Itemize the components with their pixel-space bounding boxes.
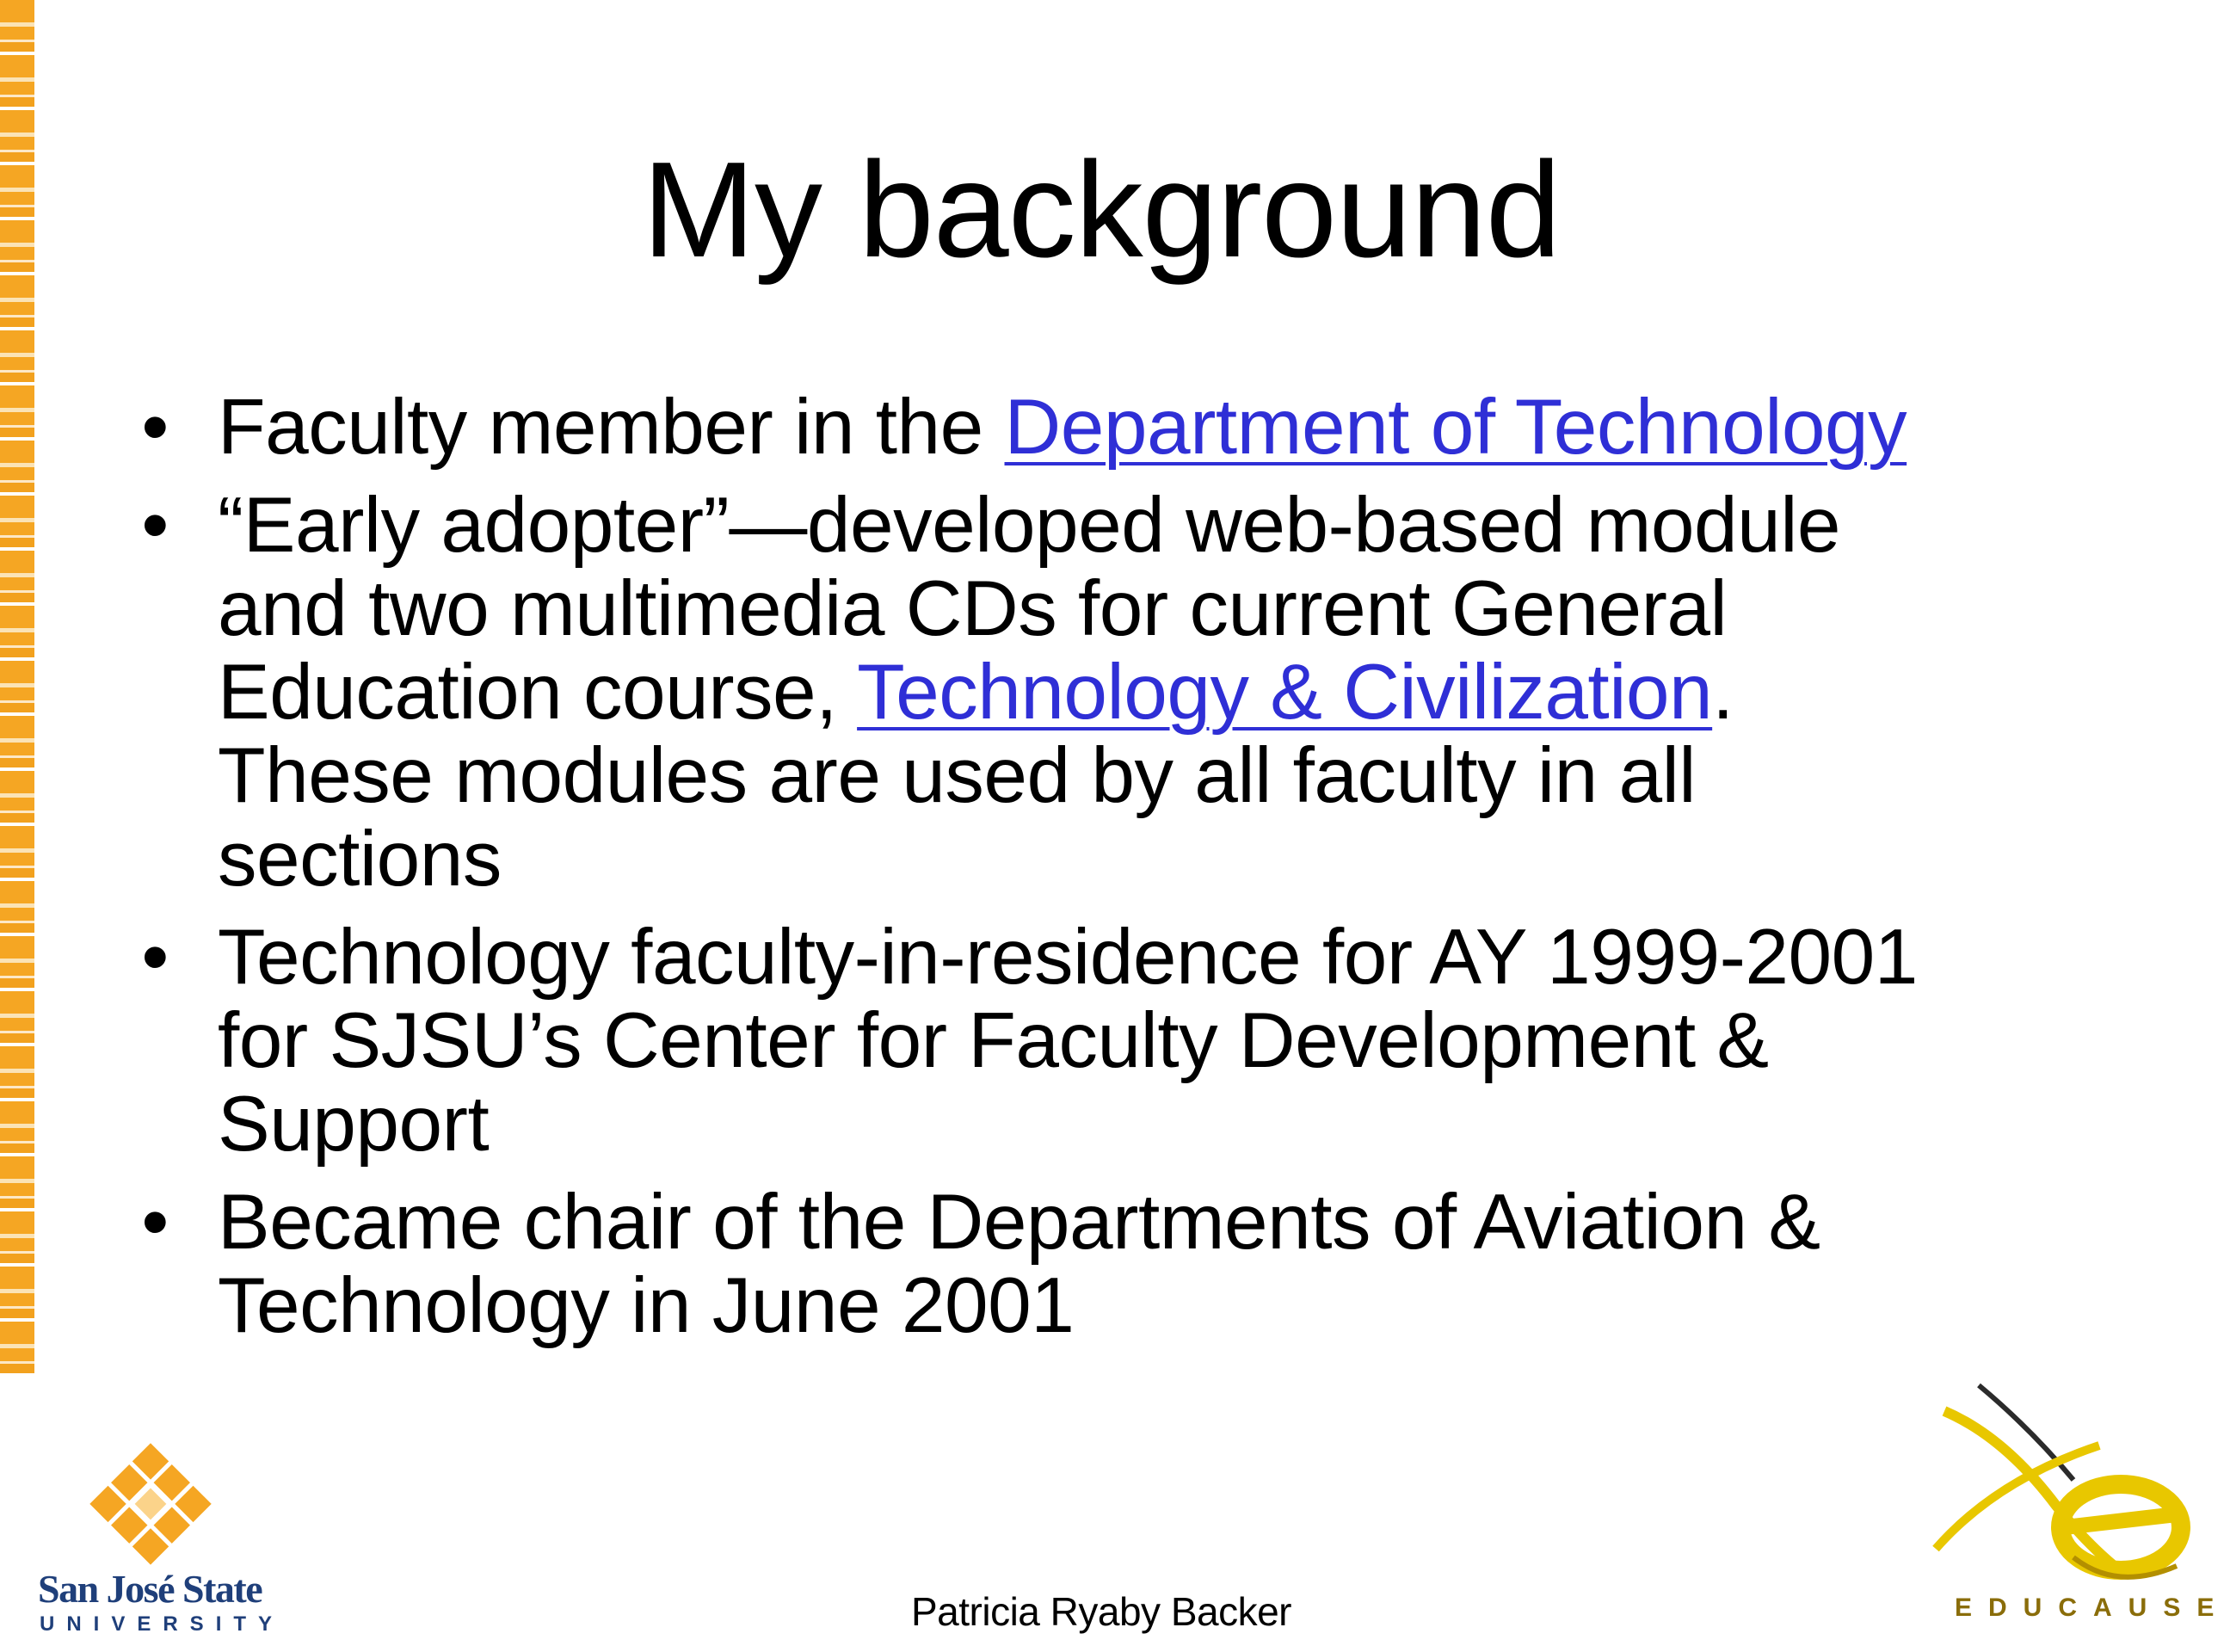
bullet-line: “Early adopter”—developed web-based module	[218, 482, 1841, 569]
bullet-item-3	[129, 915, 2134, 1166]
department-of-technology-link[interactable]: Department of Technology	[1004, 384, 1907, 471]
bullet-item-1	[129, 385, 2134, 469]
bullet-line: Became chair of the Departments of Aviation &	[218, 1179, 1820, 1266]
bullet-item-4	[129, 1180, 2134, 1347]
bullet-list	[129, 385, 2134, 1362]
technology-civilization-link[interactable]: Technology & Civilization	[857, 649, 1713, 736]
bullet-line: Technology faculty-in-residence for AY 1999-2001	[218, 914, 1918, 1001]
bullet-text: Faculty member in the	[218, 384, 1005, 471]
bullet-line: These modules are used by all faculty in all	[218, 732, 1697, 819]
sjsu-logo-subtitle: UNIVERSITY	[40, 1612, 285, 1636]
sjsu-logo-name: San José State	[38, 1567, 262, 1611]
bullet-line: for SJSU’s Center for Faculty Development &	[218, 997, 1769, 1084]
footer-author: Patricia Ryaby Backer	[911, 1589, 1291, 1634]
bullet-line: Support	[218, 1081, 490, 1168]
bullet-item-2	[129, 484, 2134, 901]
bullet-dot: •	[141, 482, 169, 569]
bullet-dot: •	[141, 914, 169, 1001]
educause-logo-word: EDUCAUSE	[1955, 1593, 2230, 1622]
bullet-line: Technology in June 2001	[218, 1262, 1075, 1349]
slide-title: My background	[642, 134, 1561, 286]
bullet-line: and two multimedia CDs for current General	[218, 565, 1728, 652]
bullet-dot: •	[141, 1179, 169, 1266]
bullet-line: Education course,	[218, 649, 858, 736]
bullet-line: sections	[218, 816, 502, 903]
bullet-dot: •	[141, 384, 169, 471]
bullet-line: .	[1712, 649, 1734, 736]
